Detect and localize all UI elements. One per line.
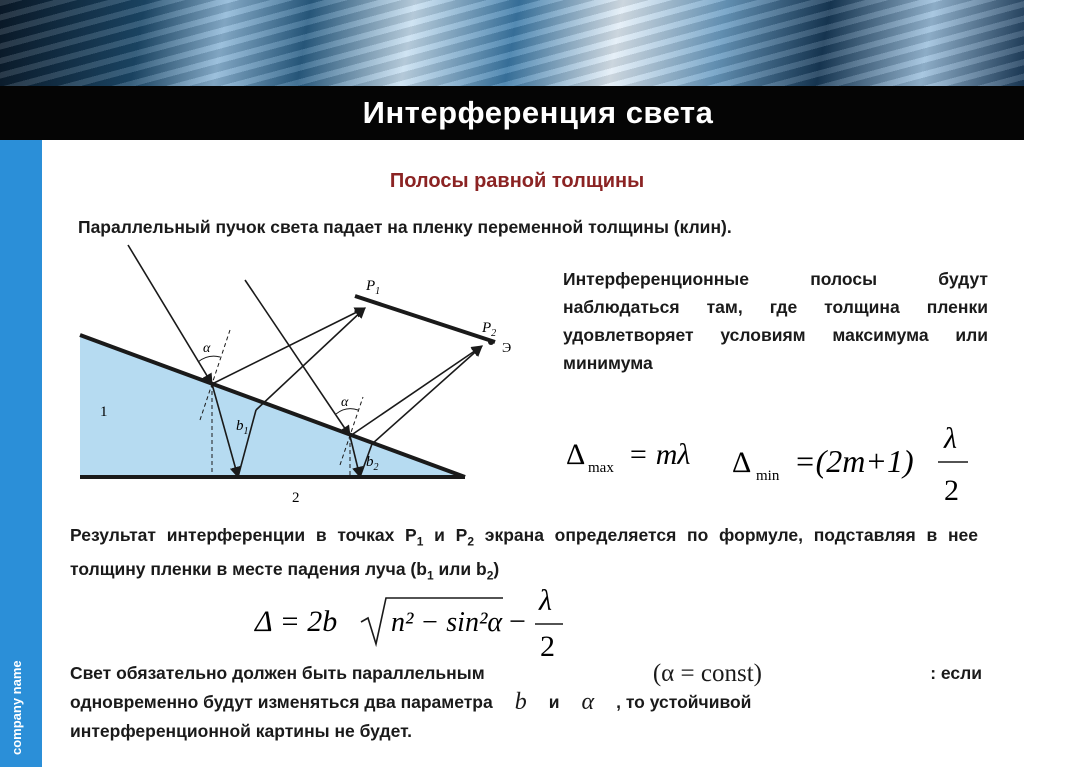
final-paragraph: Свет обязательно должен быть параллельным (α = const) : если одновременно будут изменяться два параметра b и α , то устойчивой интерференционной картины не будет. xyxy=(70,660,982,741)
page-title: Интерференция света xyxy=(362,95,714,130)
svg-text:=(2m+1): =(2m+1) xyxy=(794,443,914,479)
label-screen: Э xyxy=(502,341,512,356)
header-banner-image xyxy=(0,0,1024,86)
svg-text:−: − xyxy=(509,605,526,638)
formula-path-difference xyxy=(255,586,575,661)
svg-text:max: max xyxy=(588,460,614,476)
label-p2: $P_2$ xyxy=(482,320,497,339)
svg-text:λ: λ xyxy=(539,584,552,617)
label-alpha-2: α xyxy=(341,395,349,410)
result-paragraph: Результат интерференции в точках $Р_1$ и $Р_2$ экрана определяется по формуле, подставляя в нее толщину пленки в месте падения луча ($b_1$ или $b_2$) xyxy=(70,525,979,582)
screen-line xyxy=(355,296,495,342)
label-b2: $b_2$ xyxy=(366,454,379,473)
svg-text:Δ = 2b: Δ = 2b xyxy=(255,605,338,638)
svg-text:= mλ: = mλ xyxy=(628,438,691,471)
var-alpha: α xyxy=(581,689,595,715)
label-b1: $b_1$ xyxy=(236,418,249,437)
label-medium-2: 2 xyxy=(292,490,300,506)
label-alpha-1: α xyxy=(203,341,211,356)
label-medium-1: 1 xyxy=(100,404,108,420)
svg-text:Δ: Δ xyxy=(566,438,586,471)
company-name: company name xyxy=(9,660,24,755)
label-p1: $P_1$ xyxy=(366,278,381,297)
slide-subtitle: Полосы равной толщины xyxy=(389,170,645,192)
formula-max xyxy=(566,434,726,484)
svg-text:Δ: Δ xyxy=(732,446,752,479)
reflected-ray-2 xyxy=(350,346,482,436)
condition-paragraph: Интерференционные полосы будут наблюдаться там, где толщина пленки удовлетворяет условиям максимума или минимума xyxy=(563,269,988,373)
formula-min xyxy=(732,420,982,510)
svg-text:2: 2 xyxy=(540,630,555,663)
intro-text: Параллельный пучок света падает на пленку переменной толщины (клин). xyxy=(78,217,732,237)
wedge-diagram xyxy=(70,240,510,515)
const-condition: (α = const) xyxy=(652,660,762,687)
svg-text:n² − sin²α: n² − sin²α xyxy=(391,607,503,638)
svg-text:λ: λ xyxy=(944,422,957,455)
svg-text:2: 2 xyxy=(944,474,959,507)
var-b: b xyxy=(514,689,527,715)
svg-text:min: min xyxy=(756,468,780,484)
